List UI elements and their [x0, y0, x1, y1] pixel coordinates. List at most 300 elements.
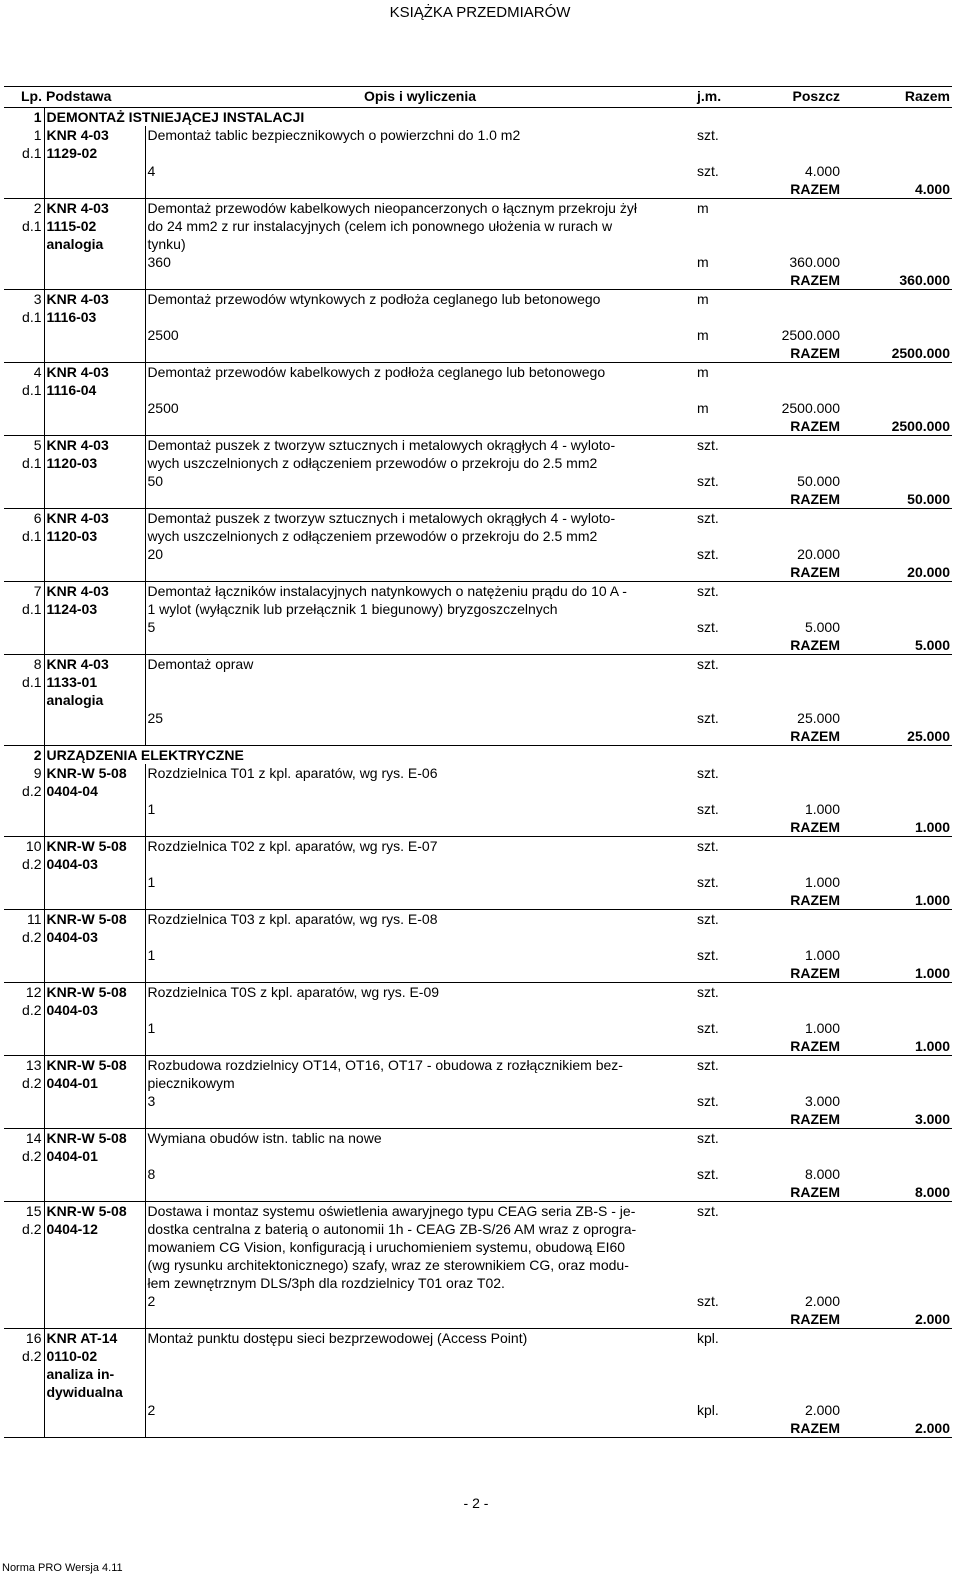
empty-cell — [145, 271, 695, 290]
empty-cell — [4, 873, 44, 891]
item-quantity-formula: 2500 — [145, 399, 695, 417]
item-description: piecznikowym — [145, 1074, 695, 1092]
item-basis: 1120-03 — [44, 454, 145, 472]
empty-cell — [760, 1074, 842, 1092]
empty-cell — [695, 1220, 760, 1238]
empty-cell — [44, 162, 145, 180]
item-basis: KNR 4-03 — [44, 290, 145, 309]
item-quantity-unit: m — [697, 327, 709, 343]
empty-cell — [842, 1129, 952, 1148]
item-line-row — [4, 381, 952, 399]
item-line-row — [4, 983, 952, 1002]
item-quantity-formula: 2 — [145, 1292, 695, 1310]
item-division: d.2 — [22, 929, 42, 945]
empty-cell — [760, 837, 842, 856]
item-quantity-row — [4, 873, 952, 891]
item-partial-value: 1.000 — [804, 1020, 840, 1036]
empty-cell — [695, 1238, 760, 1256]
item-number: 13 — [25, 1057, 42, 1073]
item-basis: KNR 4-03 — [44, 436, 145, 455]
item-total-value: 1.000 — [842, 964, 952, 983]
item-total-row — [4, 417, 952, 436]
item-description: dostka centralna z baterią o autonomii 1h - CEAG ZB-S/26 AM wraz z oprogra- — [145, 1220, 695, 1238]
empty-cell — [760, 582, 842, 601]
empty-cell — [695, 235, 760, 253]
item-number: 10 — [25, 838, 42, 854]
item-division: d.1 — [22, 455, 42, 471]
empty-cell — [695, 673, 760, 691]
item-line-row — [4, 199, 952, 218]
item-partial-value: 360.000 — [789, 254, 840, 270]
empty-cell — [842, 527, 952, 545]
item-description: Rozdzielnica T02 z kpl. aparatów, wg rys. E-07 — [145, 837, 695, 856]
empty-cell — [842, 162, 952, 180]
empty-cell — [44, 618, 145, 636]
item-quantity-row — [4, 946, 952, 964]
table-header-row — [4, 87, 952, 108]
empty-cell — [842, 1292, 952, 1310]
empty-cell — [760, 1129, 842, 1148]
item-line-row — [4, 1329, 952, 1348]
empty-cell — [695, 217, 760, 235]
empty-cell — [4, 1110, 44, 1129]
item-total-row — [4, 344, 952, 363]
empty-cell — [4, 399, 44, 417]
item-line-row — [4, 235, 952, 253]
software-version: Norma PRO Wersja 4.11 — [2, 1562, 123, 1574]
item-total-row — [4, 1419, 952, 1438]
item-quantity-formula: 25 — [145, 709, 695, 727]
item-basis: 0404-01 — [44, 1074, 145, 1092]
item-total-row — [4, 636, 952, 655]
item-description: Rozbudowa rozdzielnicy OT14, OT16, OT17 - obudowa z rozłącznikiem bez- — [145, 1056, 695, 1075]
empty-cell — [4, 1019, 44, 1037]
item-unit: szt. — [697, 1130, 719, 1146]
item-description: Wymiana obudów istn. tablic na nowe — [145, 1129, 695, 1148]
item-quantity-formula: 2 — [145, 1401, 695, 1419]
section-row — [4, 108, 952, 127]
item-line-row — [4, 1001, 952, 1019]
item-quantity-unit: szt. — [697, 874, 719, 890]
empty-cell — [44, 891, 145, 910]
empty-cell — [4, 691, 44, 709]
empty-cell — [695, 381, 760, 399]
col-poszcz-header: Poszcz — [760, 87, 842, 108]
item-unit: szt. — [697, 1057, 719, 1073]
empty-cell — [4, 636, 44, 655]
estimate-table — [4, 86, 952, 1438]
item-partial-value: 20.000 — [797, 546, 840, 562]
item-basis: KNR 4-03 — [44, 199, 145, 218]
item-division: d.1 — [22, 382, 42, 398]
item-total-value: 5.000 — [842, 636, 952, 655]
empty-cell — [44, 253, 145, 271]
empty-cell — [760, 910, 842, 929]
item-line-row — [4, 1256, 952, 1274]
empty-cell — [842, 217, 952, 235]
item-description: do 24 mm2 z rur instalacyjnych (celem ich ponownego ułożenia w rurach w — [145, 217, 695, 235]
empty-cell — [760, 144, 842, 162]
item-basis: 1124-03 — [44, 600, 145, 618]
empty-cell — [760, 1056, 842, 1075]
item-line-row — [4, 655, 952, 674]
empty-cell — [44, 399, 145, 417]
empty-cell — [760, 199, 842, 218]
empty-cell — [842, 1165, 952, 1183]
item-quantity-row — [4, 253, 952, 271]
empty-cell — [44, 1110, 145, 1129]
empty-cell — [695, 691, 760, 709]
empty-cell — [842, 253, 952, 271]
item-partial-value: 50.000 — [797, 473, 840, 489]
empty-cell — [842, 1256, 952, 1274]
item-total-label: RAZEM — [695, 964, 842, 983]
item-quantity-formula: 3 — [145, 1092, 695, 1110]
empty-cell — [145, 1110, 695, 1129]
empty-cell — [4, 727, 44, 746]
item-total-value: 2.000 — [842, 1310, 952, 1329]
col-opis-header: Opis i wyliczenia — [145, 87, 695, 108]
empty-cell — [145, 1419, 695, 1438]
page-title: KSIĄŻKA PRZEDMIARÓW — [389, 4, 571, 21]
empty-cell — [44, 1238, 145, 1256]
item-basis: 1115-02 — [44, 217, 145, 235]
item-quantity-formula: 50 — [145, 472, 695, 490]
item-basis: analiza in- — [44, 1365, 145, 1383]
item-basis: 1133-01 — [44, 673, 145, 691]
empty-cell — [145, 1383, 695, 1401]
item-quantity-row — [4, 800, 952, 818]
item-number: 6 — [33, 510, 42, 526]
empty-cell — [842, 509, 952, 528]
empty-cell — [760, 235, 842, 253]
item-line-row — [4, 144, 952, 162]
item-basis: KNR 4-03 — [44, 363, 145, 382]
empty-cell — [4, 490, 44, 509]
empty-cell — [145, 636, 695, 655]
empty-cell — [760, 1365, 842, 1383]
empty-cell — [145, 381, 695, 399]
empty-cell — [4, 1092, 44, 1110]
empty-cell — [760, 509, 842, 528]
empty-cell — [145, 1001, 695, 1019]
empty-cell — [842, 946, 952, 964]
item-total-value: 3.000 — [842, 1110, 952, 1129]
item-basis: KNR 4-03 — [44, 126, 145, 144]
item-total-label: RAZEM — [695, 818, 842, 837]
empty-cell — [760, 126, 842, 144]
item-division: d.2 — [22, 1221, 42, 1237]
item-quantity-row — [4, 399, 952, 417]
empty-cell — [4, 1274, 44, 1292]
item-number: 9 — [33, 765, 42, 781]
item-quantity-row — [4, 1292, 952, 1310]
item-total-label: RAZEM — [695, 271, 842, 290]
item-total-row — [4, 727, 952, 746]
empty-cell — [145, 344, 695, 363]
item-basis: KNR 4-03 — [44, 582, 145, 601]
item-unit: kpl. — [697, 1330, 719, 1346]
empty-cell — [842, 1202, 952, 1221]
item-quantity-row — [4, 162, 952, 180]
item-quantity-unit: szt. — [697, 947, 719, 963]
item-partial-value: 1.000 — [804, 947, 840, 963]
item-unit: szt. — [697, 984, 719, 1000]
item-total-row — [4, 1037, 952, 1056]
item-partial-value: 3.000 — [804, 1093, 840, 1109]
empty-cell — [145, 727, 695, 746]
empty-cell — [145, 417, 695, 436]
item-line-row — [4, 308, 952, 326]
item-quantity-row — [4, 1165, 952, 1183]
item-quantity-row — [4, 1401, 952, 1419]
empty-cell — [4, 1292, 44, 1310]
empty-cell — [44, 818, 145, 837]
item-unit: szt. — [697, 583, 719, 599]
empty-cell — [842, 655, 952, 674]
empty-cell — [4, 162, 44, 180]
item-total-row — [4, 180, 952, 199]
empty-cell — [842, 472, 952, 490]
item-unit: szt. — [697, 1203, 719, 1219]
empty-cell — [695, 454, 760, 472]
item-description: wych uszczelnionych z odłączeniem przewodów o przekroju do 2.5 mm2 — [145, 527, 695, 545]
item-line-row — [4, 673, 952, 691]
item-total-label: RAZEM — [695, 1419, 842, 1438]
item-total-value: 50.000 — [842, 490, 952, 509]
empty-cell — [4, 800, 44, 818]
item-quantity-formula: 8 — [145, 1165, 695, 1183]
item-line-row — [4, 217, 952, 235]
empty-cell — [842, 1092, 952, 1110]
item-total-row — [4, 563, 952, 582]
empty-cell — [44, 1292, 145, 1310]
empty-cell — [842, 1365, 952, 1383]
empty-cell — [760, 436, 842, 455]
item-description: Demontaż przewodów kabelkowych nieopancerzonych o łącznym przekroju żył — [145, 199, 695, 218]
item-unit: szt. — [697, 911, 719, 927]
empty-cell — [145, 1037, 695, 1056]
item-quantity-unit: szt. — [697, 546, 719, 562]
item-number: 14 — [25, 1130, 42, 1146]
empty-cell — [145, 1183, 695, 1202]
empty-cell — [760, 217, 842, 235]
item-basis: 0404-03 — [44, 1001, 145, 1019]
empty-cell — [842, 983, 952, 1002]
item-description: Rozdzielnica T03 z kpl. aparatów, wg rys. E-08 — [145, 910, 695, 929]
empty-cell — [695, 1347, 760, 1365]
item-quantity-unit: m — [697, 400, 709, 416]
empty-cell — [760, 308, 842, 326]
empty-cell — [44, 417, 145, 436]
item-basis: KNR 4-03 — [44, 509, 145, 528]
col-lp-header: Lp. — [4, 87, 44, 108]
item-basis: 1120-03 — [44, 527, 145, 545]
empty-cell — [695, 1256, 760, 1274]
item-division: d.2 — [22, 856, 42, 872]
empty-cell — [4, 1419, 44, 1438]
empty-cell — [145, 818, 695, 837]
empty-cell — [145, 563, 695, 582]
empty-cell — [842, 454, 952, 472]
item-unit: szt. — [697, 510, 719, 526]
item-number: 4 — [33, 364, 42, 380]
item-description: Demontaż puszek z tworzyw sztucznych i metalowych okrągłych 4 - wyloto- — [145, 509, 695, 528]
empty-cell — [44, 800, 145, 818]
item-description: wych uszczelnionych z odłączeniem przewodów o przekroju do 2.5 mm2 — [145, 454, 695, 472]
empty-cell — [44, 1274, 145, 1292]
item-line-row — [4, 855, 952, 873]
empty-cell — [760, 1202, 842, 1221]
empty-cell — [842, 1220, 952, 1238]
item-total-value: 25.000 — [842, 727, 952, 746]
item-basis: KNR-W 5-08 — [44, 1202, 145, 1221]
empty-cell — [145, 1347, 695, 1365]
empty-cell — [44, 271, 145, 290]
empty-cell — [145, 1147, 695, 1165]
item-description: Demontaż tablic bezpiecznikowych o powierzchni do 1.0 m2 — [145, 126, 695, 144]
item-division: d.2 — [22, 1348, 42, 1364]
empty-cell — [842, 782, 952, 800]
item-unit: m — [697, 291, 709, 307]
item-line-row — [4, 1056, 952, 1075]
empty-cell — [760, 527, 842, 545]
empty-cell — [695, 782, 760, 800]
empty-cell — [842, 618, 952, 636]
item-quantity-row — [4, 1092, 952, 1110]
item-division: d.2 — [22, 783, 42, 799]
empty-cell — [695, 1365, 760, 1383]
item-total-value: 2500.000 — [842, 344, 952, 363]
item-description: Demontaż przewodów wtynkowych z podłoża ceglanego lub betonowego — [145, 290, 695, 309]
empty-cell — [4, 417, 44, 436]
item-description: Montaż punktu dostępu sieci bezprzewodowej (Access Point) — [145, 1329, 695, 1348]
item-number: 8 — [33, 656, 42, 672]
item-quantity-formula: 2500 — [145, 326, 695, 344]
item-description: łem zewnętrznym DLS/3ph dla rozdzielnicy T01 oraz T02. — [145, 1274, 695, 1292]
empty-cell — [44, 636, 145, 655]
empty-cell — [760, 855, 842, 873]
empty-cell — [842, 399, 952, 417]
item-division: d.1 — [22, 309, 42, 325]
item-total-row — [4, 964, 952, 983]
empty-cell — [44, 563, 145, 582]
empty-cell — [842, 582, 952, 601]
item-line-row — [4, 363, 952, 382]
item-description: mowaniem CG Vision, konfiguracją i uruchomieniem systemu, obudową EI60 — [145, 1238, 695, 1256]
empty-cell — [4, 563, 44, 582]
item-total-value: 1.000 — [842, 818, 952, 837]
item-quantity-formula: 5 — [145, 618, 695, 636]
item-total-row — [4, 490, 952, 509]
empty-cell — [760, 381, 842, 399]
empty-cell — [4, 271, 44, 290]
item-division: d.1 — [22, 218, 42, 234]
empty-cell — [44, 1401, 145, 1419]
item-partial-value: 8.000 — [804, 1166, 840, 1182]
col-jm-header: j.m. — [695, 87, 760, 108]
item-quantity-unit: szt. — [697, 473, 719, 489]
item-line-row — [4, 928, 952, 946]
item-basis: KNR-W 5-08 — [44, 910, 145, 929]
empty-cell — [4, 1183, 44, 1202]
empty-cell — [44, 709, 145, 727]
item-quantity-unit: szt. — [697, 1020, 719, 1036]
section-number: 1 — [33, 109, 42, 125]
empty-cell — [4, 472, 44, 490]
item-basis: KNR 4-03 — [44, 655, 145, 674]
item-description: 1 wylot (wyłącznik lub przełącznik 1 biegunowy) bryzgoszczelnych — [145, 600, 695, 618]
item-line-row — [4, 1129, 952, 1148]
item-total-value: 360.000 — [842, 271, 952, 290]
item-unit: szt. — [697, 838, 719, 854]
item-basis: 0404-12 — [44, 1220, 145, 1238]
empty-cell — [4, 545, 44, 563]
item-unit: m — [697, 364, 709, 380]
empty-cell — [842, 1329, 952, 1348]
item-division: d.2 — [22, 1075, 42, 1091]
empty-cell — [4, 1401, 44, 1419]
empty-cell — [695, 1074, 760, 1092]
item-number: 7 — [33, 583, 42, 599]
empty-cell — [842, 873, 952, 891]
empty-cell — [760, 1220, 842, 1238]
item-division: d.2 — [22, 1148, 42, 1164]
empty-cell — [145, 691, 695, 709]
item-quantity-row — [4, 472, 952, 490]
item-quantity-unit: szt. — [697, 619, 719, 635]
item-quantity-unit: szt. — [697, 1293, 719, 1309]
item-basis: 0404-01 — [44, 1147, 145, 1165]
item-total-value: 2500.000 — [842, 417, 952, 436]
item-basis: 1116-04 — [44, 381, 145, 399]
item-line-row — [4, 837, 952, 856]
item-total-row — [4, 1183, 952, 1202]
item-division: d.1 — [22, 145, 42, 161]
item-description: Demontaż puszek z tworzyw sztucznych i metalowych okrągłych 4 - wyloto- — [145, 436, 695, 455]
item-number: 15 — [25, 1203, 42, 1219]
empty-cell — [145, 891, 695, 910]
item-total-label: RAZEM — [695, 344, 842, 363]
item-total-label: RAZEM — [695, 1183, 842, 1202]
item-quantity-row — [4, 709, 952, 727]
empty-cell — [842, 1056, 952, 1075]
empty-cell — [760, 1329, 842, 1348]
empty-cell — [695, 1274, 760, 1292]
empty-cell — [760, 454, 842, 472]
item-basis: analogia — [44, 235, 145, 253]
empty-cell — [44, 1183, 145, 1202]
empty-cell — [842, 764, 952, 782]
empty-cell — [842, 800, 952, 818]
item-unit: szt. — [697, 437, 719, 453]
item-quantity-formula: 20 — [145, 545, 695, 563]
item-number: 1 — [33, 127, 42, 143]
item-total-label: RAZEM — [695, 1110, 842, 1129]
empty-cell — [4, 1383, 44, 1401]
empty-cell — [842, 1238, 952, 1256]
empty-cell — [145, 308, 695, 326]
empty-cell — [842, 1019, 952, 1037]
item-division: d.2 — [22, 1002, 42, 1018]
item-total-row — [4, 891, 952, 910]
empty-cell — [4, 1238, 44, 1256]
empty-cell — [145, 490, 695, 509]
item-partial-value: 25.000 — [797, 710, 840, 726]
item-total-value: 1.000 — [842, 891, 952, 910]
page-number: - 2 - — [463, 1495, 489, 1511]
empty-cell — [44, 545, 145, 563]
